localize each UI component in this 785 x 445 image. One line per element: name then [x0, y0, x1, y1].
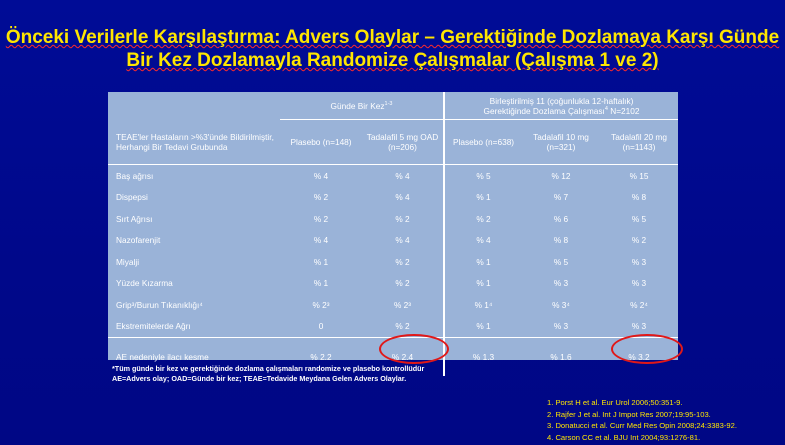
table-cell: % 3.2	[600, 338, 678, 377]
table-cell: % 15	[629, 170, 649, 181]
group-header-row	[108, 92, 678, 120]
table-cell: % 2	[395, 213, 410, 224]
table-cell: % 8	[553, 235, 569, 246]
group-prn: Birleştirilmiş 11 (çoğunlukla 12-haftalık) Gerektiğinde Dozlama Çalışması$^4$ N=2102	[444, 92, 678, 120]
table-row	[108, 273, 678, 295]
table-cell: % 4	[313, 235, 329, 246]
reference-4: 4. Carson CC et al. BJU Int 2004;93:1276-81.	[547, 432, 701, 442]
table-cell: % 8	[631, 192, 647, 203]
table-cell: % 1.6	[522, 338, 600, 377]
table-cell: % 1	[444, 273, 522, 295]
col-placebo-oad: Plasebo (n=148)	[280, 120, 362, 165]
reference-3: 3. Donatucci et al. Curr Med Res Opin 2008;24:3383-92.	[547, 421, 737, 430]
table-row	[108, 316, 678, 338]
row-label: Nazofarenjit	[116, 235, 161, 246]
table-cell: % 3	[631, 321, 647, 332]
table-cell: % 2	[395, 321, 410, 332]
table-cell: % 1.3	[444, 338, 522, 377]
table-cell: % 3	[553, 321, 569, 332]
col-tadalafil-20mg: Tadalafil 20 mg (n=1143)	[600, 120, 678, 165]
col-tadalafil-10mg: Tadalafil 10 mg (n=321)	[522, 120, 600, 165]
table-row	[108, 230, 678, 252]
table-cell: % 1	[313, 256, 329, 267]
footnotes	[112, 364, 424, 384]
table-cell: % 2.4	[362, 338, 444, 377]
table-cell: % 2	[631, 235, 647, 246]
title-line-2: Bir Kez Dozlamayla Randomize Çalışmalar (Çalışma 1 ve 2)	[126, 50, 659, 71]
highlight-ellipse-tadalafil-5mg	[379, 334, 449, 364]
table-cell: % 2	[395, 256, 410, 267]
table-cell: % 2⁴	[630, 299, 648, 310]
col-placebo-prn: Plasebo (n=638)	[444, 120, 522, 165]
col-tadalafil-5mg: Tadalafil 5 mg OAD (n=206)	[362, 120, 444, 165]
table-cell: % 1	[444, 187, 522, 209]
title-line-1: Önceki Verilerle Karşılaştırma: Advers Olaylar – Gerektiğinde Dozlamaya Karşı Günde	[5, 27, 780, 48]
reference-2: 2. Rajfer J et al. Int J Impot Res 2007;19:95-103.	[547, 409, 711, 419]
table-row	[108, 208, 678, 230]
group-once-daily: Günde Bir Kez$^{1-3}$	[280, 92, 444, 120]
table-cell: 0	[318, 321, 324, 332]
row-label: Dispepsi	[116, 192, 148, 203]
table-cell: % 5	[553, 256, 569, 267]
row-label: Ekstremitelerde Ağrı	[116, 321, 191, 332]
table-cell: % 4	[395, 170, 410, 181]
adverse-events-table	[108, 92, 678, 360]
row-label: AE nedeniyle ilacı kesme	[108, 338, 280, 377]
footnote-line-1: *Tüm günde bir kez ve gerektiğinde dozlama çalışmaları randomize ve plasebo kontrollüdür	[112, 364, 425, 373]
table-cell: % 12	[551, 170, 571, 181]
table-cell: % 4	[395, 192, 410, 203]
table-cell: % 1	[444, 251, 522, 273]
table-cell: % 7	[553, 192, 569, 203]
reference-1: 1. Porst H et al. Eur Urol 2006;50:351-9.	[547, 398, 683, 407]
table-cell: % 5	[631, 213, 647, 224]
table-cell: % 1⁴	[444, 294, 522, 316]
row-label: Baş ağrısı	[116, 170, 154, 181]
table-cell: % 6	[553, 213, 569, 224]
table-cell: % 3⁴	[552, 299, 570, 310]
table-cell: % 3	[631, 256, 647, 267]
row-label: Miyalji	[116, 256, 140, 267]
table-cell: % 2.2	[280, 338, 362, 377]
table-cell: % 3	[631, 278, 647, 289]
footnote-line-2: AE=Advers olay; OAD=Günde bir kez; TEAE=Tedavide Meydana Gelen Advers Olaylar.	[112, 374, 407, 383]
table-row	[108, 251, 678, 273]
row-header: TEAE'ler Hastaların >%3'ünde Bildirilmiştir, Herhangi Bir Tedavi Grubunda	[108, 120, 280, 165]
row-label: Sırt Ağrısı	[116, 213, 153, 224]
table-cell: % 3	[553, 278, 569, 289]
table-cell: % 4	[395, 235, 410, 246]
table-cell: % 2³	[312, 299, 330, 310]
table-cell: % 2	[313, 213, 329, 224]
table-row	[108, 294, 678, 316]
table-cell: % 5	[444, 165, 522, 187]
references	[547, 397, 737, 443]
table-cell: % 1	[313, 278, 329, 289]
table-cell: % 2	[395, 278, 410, 289]
table-cell: % 4	[444, 230, 522, 252]
table-row	[108, 165, 678, 187]
row-label: Yüzde Kızarma	[116, 278, 173, 289]
table-cell: % 2³	[393, 299, 412, 310]
slide-title	[0, 26, 785, 72]
row-label: Grip³/Burun Tıkanıklığı⁴	[116, 299, 203, 310]
table-cell: % 1	[444, 316, 522, 338]
table-cell: % 2	[313, 192, 329, 203]
highlight-ellipse-tadalafil-20mg	[611, 334, 683, 364]
table-cell: % 2	[444, 208, 522, 230]
column-header-row	[108, 120, 678, 165]
table-cell: % 4	[313, 170, 329, 181]
table-row	[108, 187, 678, 209]
